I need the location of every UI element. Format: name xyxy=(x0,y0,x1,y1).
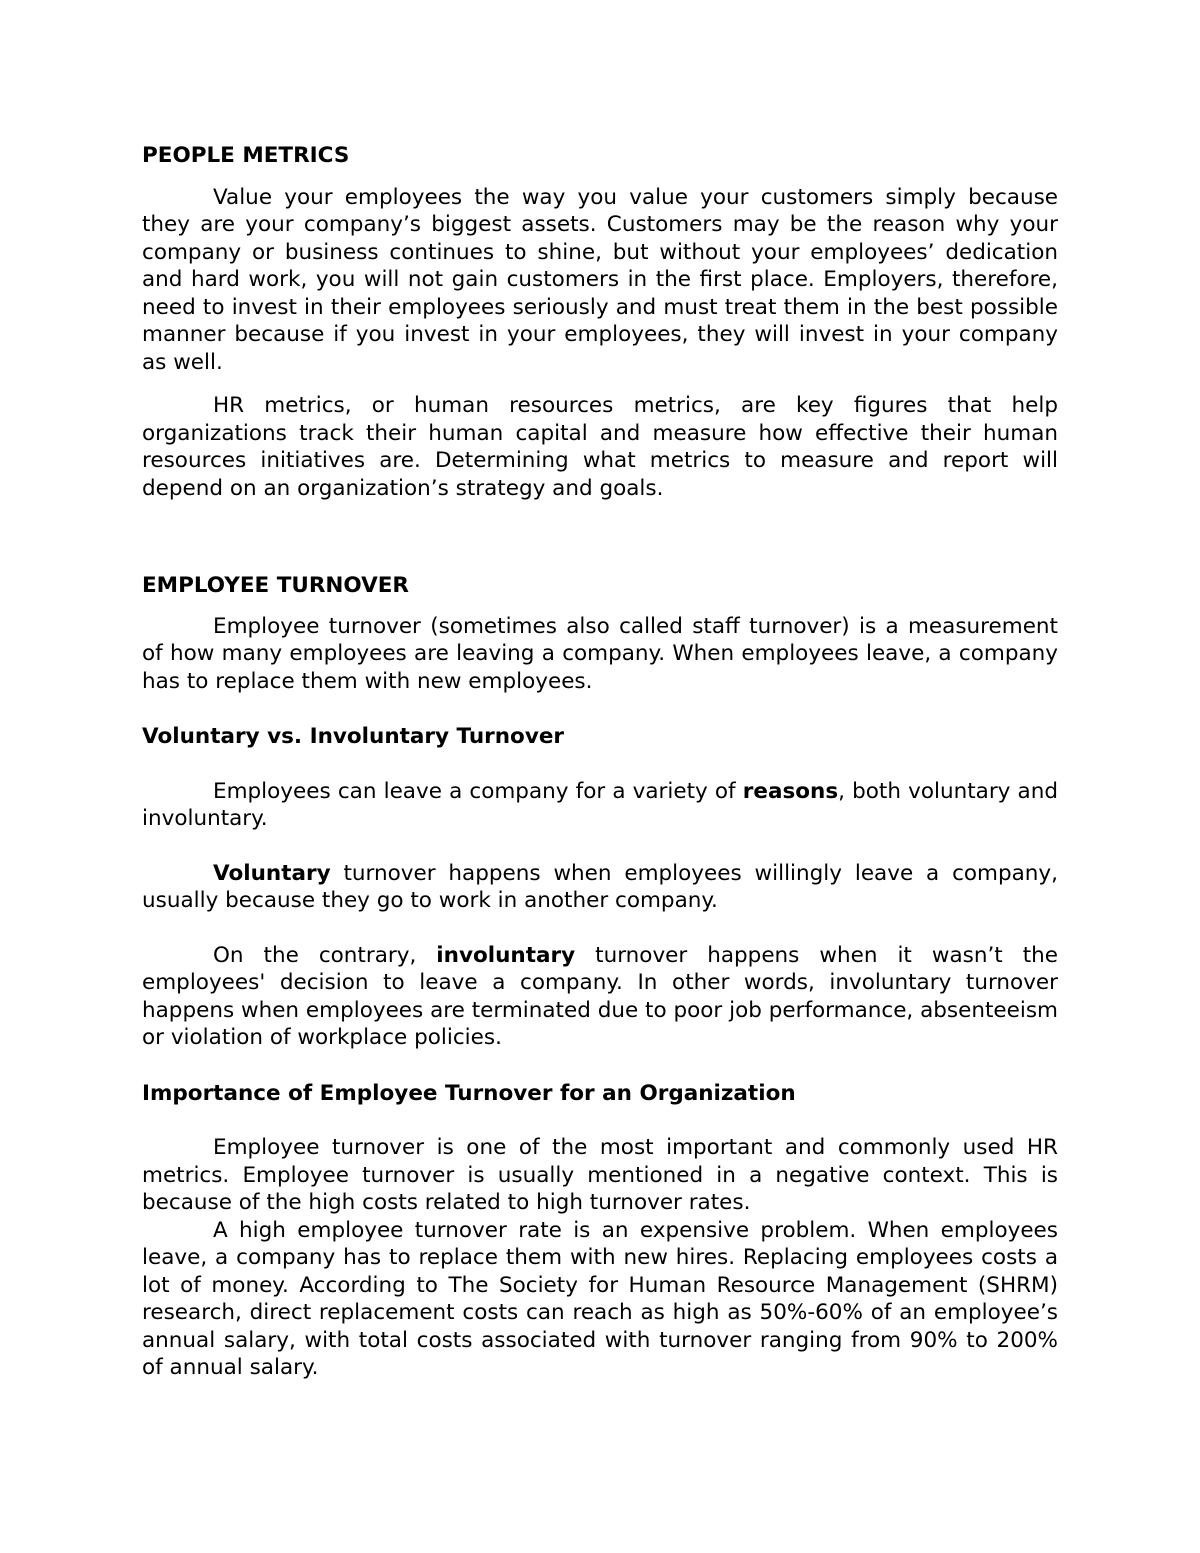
heading-importance: Importance of Employee Turnover for an Organization xyxy=(142,1080,796,1106)
paragraph-reasons xyxy=(142,778,1058,833)
voluntary-text: turnover happens when employees willingly leave a company, usually because they go to work in another company. xyxy=(142,860,1058,913)
paragraph-involuntary xyxy=(142,942,1058,1052)
reasons-bold: reasons xyxy=(742,778,839,804)
involuntary-text-after: turnover happens when it wasn’t the employees' decision to leave a company. In other words, involuntary turnover happens when employees are terminated due to poor job performance, absenteeism or violation of workplace policies. xyxy=(142,942,1058,1050)
paragraph-value-employees: Value your employees the way you value your customers simply because they are your company’s biggest assets. Customers may be the reason why your company or business continues to shine, but without your employees’ dedication and hard work, you will not gain customers in the first place. Employers, therefore, need to invest in their employees seriously and must treat them in the best possible manner because if you invest in your employees, they will invest in your company as well. xyxy=(142,184,1058,375)
document-page xyxy=(142,142,1058,1382)
heading-voluntary-vs-involuntary: Voluntary vs. Involuntary Turnover xyxy=(142,724,565,749)
reasons-text-after: , both voluntary and involuntary. xyxy=(142,778,1058,831)
voluntary-bold: Voluntary xyxy=(213,860,331,886)
paragraph-voluntary xyxy=(142,860,1058,915)
paragraph-importance-2: A high employee turnover rate is an expensive problem. When employees leave, a company has to replace them with new hires. Replacing employees costs a lot of money. According to The Society for Human Resource Management (SHRM) research, direct replacement costs can reach as high as 50%-60% of an employee’s annual salary, with total costs associated with turnover ranging from 90% to 200% of annual salary. xyxy=(142,1217,1058,1380)
reasons-text-before: Employees can leave a company for a variety of xyxy=(213,778,743,804)
paragraph-hr-metrics: HR metrics, or human resources metrics, are key figures that help organizations track their human capital and measure how effective their human resources initiatives are. Determining what metrics to measure and report will depend on an organization’s strategy and goals. xyxy=(142,393,1058,501)
heading-employee-turnover: EMPLOYEE TURNOVER xyxy=(142,573,409,598)
paragraph-importance-1: Employee turnover is one of the most important and commonly used HR metrics. Employee turnover is usually mentioned in a negative context. This is because of the high costs related to high turnover rates. xyxy=(142,1135,1058,1215)
involuntary-text-before: On the contrary, xyxy=(213,942,437,968)
involuntary-bold: involuntary xyxy=(436,942,576,968)
heading-people-metrics: PEOPLE METRICS xyxy=(142,143,350,168)
paragraph-turnover-definition: Employee turnover (sometimes also called staff turnover) is a measurement of how many employees are leaving a company. When employees leave, a company has to replace them with new employees. xyxy=(142,613,1058,694)
